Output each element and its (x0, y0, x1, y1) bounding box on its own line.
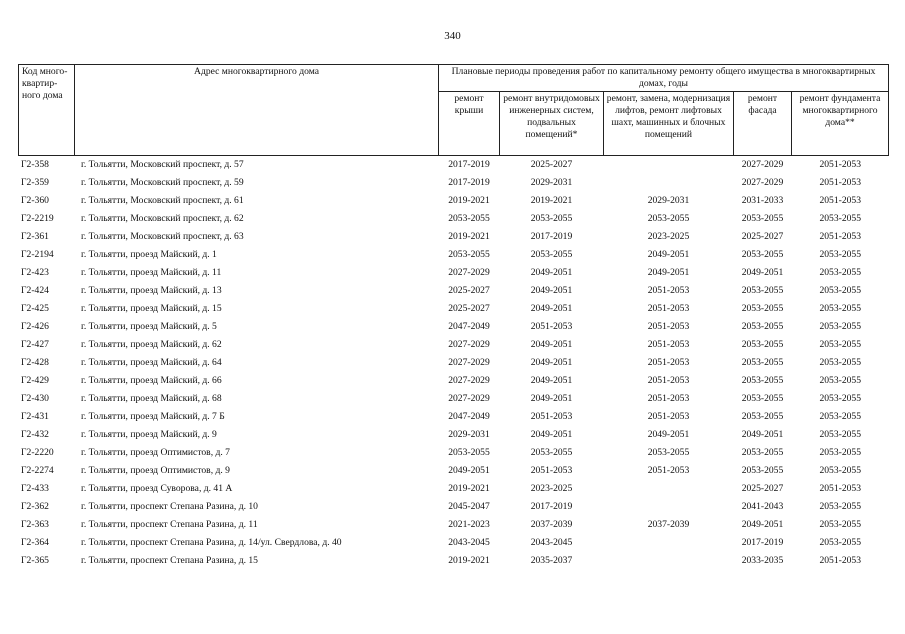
table-body (19, 156, 889, 571)
table-row (19, 300, 889, 318)
header-address: Адрес многоквартирного дома (75, 65, 439, 156)
cell-code: Г2-2274 (21, 465, 54, 476)
cell-code: Г2-359 (21, 177, 49, 188)
cell-lifts: 2051-2053 (647, 303, 690, 314)
cell-facade: 2017-2019 (741, 537, 784, 548)
cell-roof: 2027-2029 (448, 393, 490, 404)
cell-lifts: 2051-2053 (647, 339, 690, 350)
cell-foundation: 2053-2055 (819, 447, 862, 458)
cell-code: Г2-428 (21, 357, 49, 368)
cell-systems: 2049-2051 (530, 339, 573, 350)
cell-lifts: 2023-2025 (647, 231, 690, 242)
cell-address: г. Тольятти, проезд Майский, д. 9 (81, 429, 217, 440)
cell-foundation: 2053-2055 (819, 519, 862, 530)
cell-systems: 2049-2051 (530, 285, 573, 296)
cell-address: г. Тольятти, проезд Майский, д. 1 (81, 249, 217, 260)
cell-lifts (604, 498, 734, 516)
cell-address: г. Тольятти, проезд Майский, д. 68 (81, 393, 222, 404)
table-row (19, 498, 889, 516)
cell-facade: 2053-2055 (741, 375, 784, 386)
cell-facade: 2053-2055 (741, 303, 784, 314)
cell-foundation: 2053-2055 (819, 501, 862, 512)
cell-systems: 2051-2053 (530, 465, 573, 476)
table-row (19, 246, 889, 264)
cell-facade: 2025-2027 (741, 231, 784, 242)
cell-address: г. Тольятти, проспект Степана Разина, д. 11 (81, 519, 258, 530)
cell-lifts: 2053-2055 (647, 213, 690, 224)
cell-roof: 2017-2019 (448, 159, 490, 170)
cell-code: Г2-423 (21, 267, 49, 278)
table-row (19, 174, 889, 192)
cell-facade: 2053-2055 (741, 321, 784, 332)
cell-code: Г2-429 (21, 375, 49, 386)
table-header (19, 65, 889, 156)
cell-roof: 2025-2027 (448, 303, 490, 314)
cell-lifts (604, 174, 734, 192)
cell-foundation: 2053-2055 (819, 357, 862, 368)
cell-systems: 2043-2045 (530, 537, 573, 548)
cell-facade: 2053-2055 (741, 213, 784, 224)
table-row (19, 372, 889, 390)
cell-foundation: 2053-2055 (819, 249, 862, 260)
cell-facade: 2027-2029 (741, 177, 784, 188)
cell-address: г. Тольятти, проезд Майский, д. 7 Б (81, 411, 225, 422)
header-planned-periods: Плановые периоды проведения работ по капитальному ремонту общего имущества в многоквартирных домах, годы (439, 65, 889, 92)
cell-foundation: 2053-2055 (819, 339, 862, 350)
cell-roof: 2017-2019 (448, 177, 490, 188)
header-foundation: ремонт фундамента многоквартирного дома** (792, 92, 889, 156)
cell-address: г. Тольятти, проезд Майский, д. 66 (81, 375, 222, 386)
cell-code: Г2-363 (21, 519, 49, 530)
cell-systems: 2051-2053 (530, 321, 573, 332)
cell-foundation: 2053-2055 (819, 213, 862, 224)
cell-code: Г2-433 (21, 483, 49, 494)
cell-systems: 2035-2037 (530, 555, 573, 566)
cell-code: Г2-361 (21, 231, 49, 242)
cell-systems: 2053-2055 (530, 447, 573, 458)
cell-roof: 2029-2031 (448, 429, 490, 440)
cell-code: Г2-2219 (21, 213, 54, 224)
cell-code: Г2-425 (21, 303, 49, 314)
table-row (19, 444, 889, 462)
cell-code: Г2-426 (21, 321, 49, 332)
capital-repair-table (18, 64, 889, 570)
cell-lifts: 2049-2051 (647, 429, 690, 440)
cell-code: Г2-430 (21, 393, 49, 404)
cell-code: Г2-432 (21, 429, 49, 440)
cell-roof: 2047-2049 (448, 321, 490, 332)
table-row (19, 426, 889, 444)
cell-code: Г2-358 (21, 159, 49, 170)
header-code: Код много-квартир-ного дома (19, 65, 75, 156)
cell-lifts: 2051-2053 (647, 321, 690, 332)
cell-address: г. Тольятти, Московский проспект, д. 62 (81, 213, 244, 224)
cell-roof: 2053-2055 (448, 447, 490, 458)
cell-foundation: 2053-2055 (819, 321, 862, 332)
cell-roof: 2045-2047 (448, 501, 490, 512)
cell-code: Г2-364 (21, 537, 49, 548)
cell-systems: 2025-2027 (530, 159, 573, 170)
cell-facade: 2053-2055 (741, 465, 784, 476)
cell-roof: 2021-2023 (448, 519, 490, 530)
table-row (19, 156, 889, 175)
cell-lifts: 2049-2051 (647, 249, 690, 260)
cell-foundation: 2051-2053 (819, 231, 862, 242)
cell-systems: 2051-2053 (530, 411, 573, 422)
cell-address: г. Тольятти, проезд Майский, д. 64 (81, 357, 222, 368)
cell-roof: 2027-2029 (448, 375, 490, 386)
cell-lifts: 2051-2053 (647, 285, 690, 296)
cell-address: г. Тольятти, проезд Оптимистов, д. 7 (81, 447, 230, 458)
cell-address: г. Тольятти, проезд Суворова, д. 41 А (81, 483, 233, 494)
cell-address: г. Тольятти, проезд Майский, д. 11 (81, 267, 222, 278)
cell-address: г. Тольятти, проспект Степана Разина, д. 14/ул. Свердлова, д. 40 (81, 537, 342, 548)
cell-systems: 2029-2031 (530, 177, 573, 188)
cell-lifts: 2049-2051 (647, 267, 690, 278)
table-row (19, 282, 889, 300)
table-row (19, 534, 889, 552)
cell-roof: 2047-2049 (448, 411, 490, 422)
cell-code: Г2-365 (21, 555, 49, 566)
cell-systems: 2049-2051 (530, 393, 573, 404)
cell-roof: 2019-2021 (448, 483, 490, 494)
cell-roof: 2053-2055 (448, 249, 490, 260)
cell-foundation: 2053-2055 (819, 303, 862, 314)
cell-facade: 2025-2027 (741, 483, 784, 494)
cell-lifts: 2051-2053 (647, 357, 690, 368)
cell-facade: 2041-2043 (741, 501, 784, 512)
cell-foundation: 2051-2053 (819, 159, 862, 170)
table-row (19, 354, 889, 372)
cell-roof: 2025-2027 (448, 285, 490, 296)
cell-lifts: 2051-2053 (647, 465, 690, 476)
cell-lifts: 2051-2053 (647, 393, 690, 404)
cell-foundation: 2051-2053 (819, 555, 862, 566)
cell-foundation: 2053-2055 (819, 411, 862, 422)
cell-facade: 2049-2051 (741, 519, 784, 530)
cell-lifts (604, 480, 734, 498)
cell-roof: 2027-2029 (448, 339, 490, 350)
cell-foundation: 2053-2055 (819, 537, 862, 548)
cell-code: Г2-427 (21, 339, 49, 350)
cell-address: г. Тольятти, проезд Майский, д. 15 (81, 303, 222, 314)
cell-address: г. Тольятти, Московский проспект, д. 61 (81, 195, 244, 206)
cell-foundation: 2053-2055 (819, 285, 862, 296)
cell-roof: 2019-2021 (448, 231, 490, 242)
cell-address: г. Тольятти, Московский проспект, д. 59 (81, 177, 244, 188)
cell-roof: 2027-2029 (448, 267, 490, 278)
cell-lifts: 2037-2039 (647, 519, 690, 530)
cell-systems: 2019-2021 (530, 195, 573, 206)
cell-facade: 2053-2055 (741, 285, 784, 296)
table-row (19, 408, 889, 426)
cell-address: г. Тольятти, Московский проспект, д. 63 (81, 231, 244, 242)
table-row (19, 552, 889, 570)
cell-address: г. Тольятти, проспект Степана Разина, д. 15 (81, 555, 258, 566)
table-row (19, 336, 889, 354)
cell-code: Г2-431 (21, 411, 49, 422)
header-facade: ремонт фасада (734, 92, 792, 156)
cell-address: г. Тольятти, проспект Степана Разина, д. 10 (81, 501, 258, 512)
cell-lifts (604, 552, 734, 570)
cell-foundation: 2051-2053 (819, 483, 862, 494)
cell-foundation: 2053-2055 (819, 393, 862, 404)
cell-code: Г2-360 (21, 195, 49, 206)
cell-foundation: 2053-2055 (819, 267, 862, 278)
cell-lifts (604, 156, 734, 175)
cell-code: Г2-2220 (21, 447, 54, 458)
cell-facade: 2053-2055 (741, 357, 784, 368)
cell-address: г. Тольятти, проезд Майский, д. 62 (81, 339, 222, 350)
cell-roof: 2043-2045 (448, 537, 490, 548)
table-row (19, 264, 889, 282)
cell-lifts: 2029-2031 (647, 195, 690, 206)
cell-systems: 2049-2051 (530, 357, 573, 368)
cell-systems: 2017-2019 (530, 501, 573, 512)
cell-facade: 2053-2055 (741, 339, 784, 350)
cell-address: г. Тольятти, проезд Майский, д. 5 (81, 321, 217, 332)
cell-foundation: 2053-2055 (819, 375, 862, 386)
cell-foundation: 2051-2053 (819, 195, 862, 206)
cell-facade: 2027-2029 (741, 159, 784, 170)
cell-facade: 2049-2051 (741, 267, 784, 278)
cell-facade: 2053-2055 (741, 447, 784, 458)
table-row (19, 390, 889, 408)
header-roof: ремонт крыши (439, 92, 500, 156)
header-systems: ремонт внутридомовых инженерных систем, подвальных помещений* (500, 92, 604, 156)
cell-systems: 2049-2051 (530, 267, 573, 278)
cell-facade: 2053-2055 (741, 249, 784, 260)
cell-roof: 2019-2021 (448, 555, 490, 566)
cell-systems: 2017-2019 (530, 231, 573, 242)
table-row (19, 480, 889, 498)
cell-foundation: 2053-2055 (819, 465, 862, 476)
cell-lifts: 2051-2053 (647, 411, 690, 422)
cell-systems: 2023-2025 (530, 483, 573, 494)
cell-systems: 2049-2051 (530, 429, 573, 440)
cell-roof: 2019-2021 (448, 195, 490, 206)
cell-facade: 2031-2033 (741, 195, 784, 206)
table-row (19, 318, 889, 336)
cell-foundation: 2053-2055 (819, 429, 862, 440)
table-row (19, 516, 889, 534)
cell-facade: 2053-2055 (741, 411, 784, 422)
table-row (19, 462, 889, 480)
cell-address: г. Тольятти, проезд Оптимистов, д. 9 (81, 465, 230, 476)
table-row (19, 228, 889, 246)
table-row (19, 210, 889, 228)
header-lifts: ремонт, замена, модернизация лифтов, ремонт лифтовых шахт, машинных и блочных помещений (604, 92, 734, 156)
cell-lifts (604, 534, 734, 552)
cell-facade: 2033-2035 (741, 555, 784, 566)
cell-foundation: 2051-2053 (819, 177, 862, 188)
cell-facade: 2053-2055 (741, 393, 784, 404)
cell-address: г. Тольятти, Московский проспект, д. 57 (81, 159, 244, 170)
cell-code: Г2-362 (21, 501, 49, 512)
cell-systems: 2049-2051 (530, 375, 573, 386)
cell-roof: 2027-2029 (448, 357, 490, 368)
cell-systems: 2053-2055 (530, 213, 573, 224)
cell-code: Г2-424 (21, 285, 49, 296)
cell-facade: 2049-2051 (741, 429, 784, 440)
cell-roof: 2053-2055 (448, 213, 490, 224)
cell-lifts: 2053-2055 (647, 447, 690, 458)
cell-roof: 2049-2051 (448, 465, 490, 476)
cell-code: Г2-2194 (21, 249, 54, 260)
cell-systems: 2037-2039 (530, 519, 573, 530)
page-number: 340 (444, 30, 461, 42)
cell-systems: 2053-2055 (530, 249, 573, 260)
cell-systems: 2049-2051 (530, 303, 573, 314)
table-row (19, 192, 889, 210)
cell-lifts: 2051-2053 (647, 375, 690, 386)
cell-address: г. Тольятти, проезд Майский, д. 13 (81, 285, 222, 296)
